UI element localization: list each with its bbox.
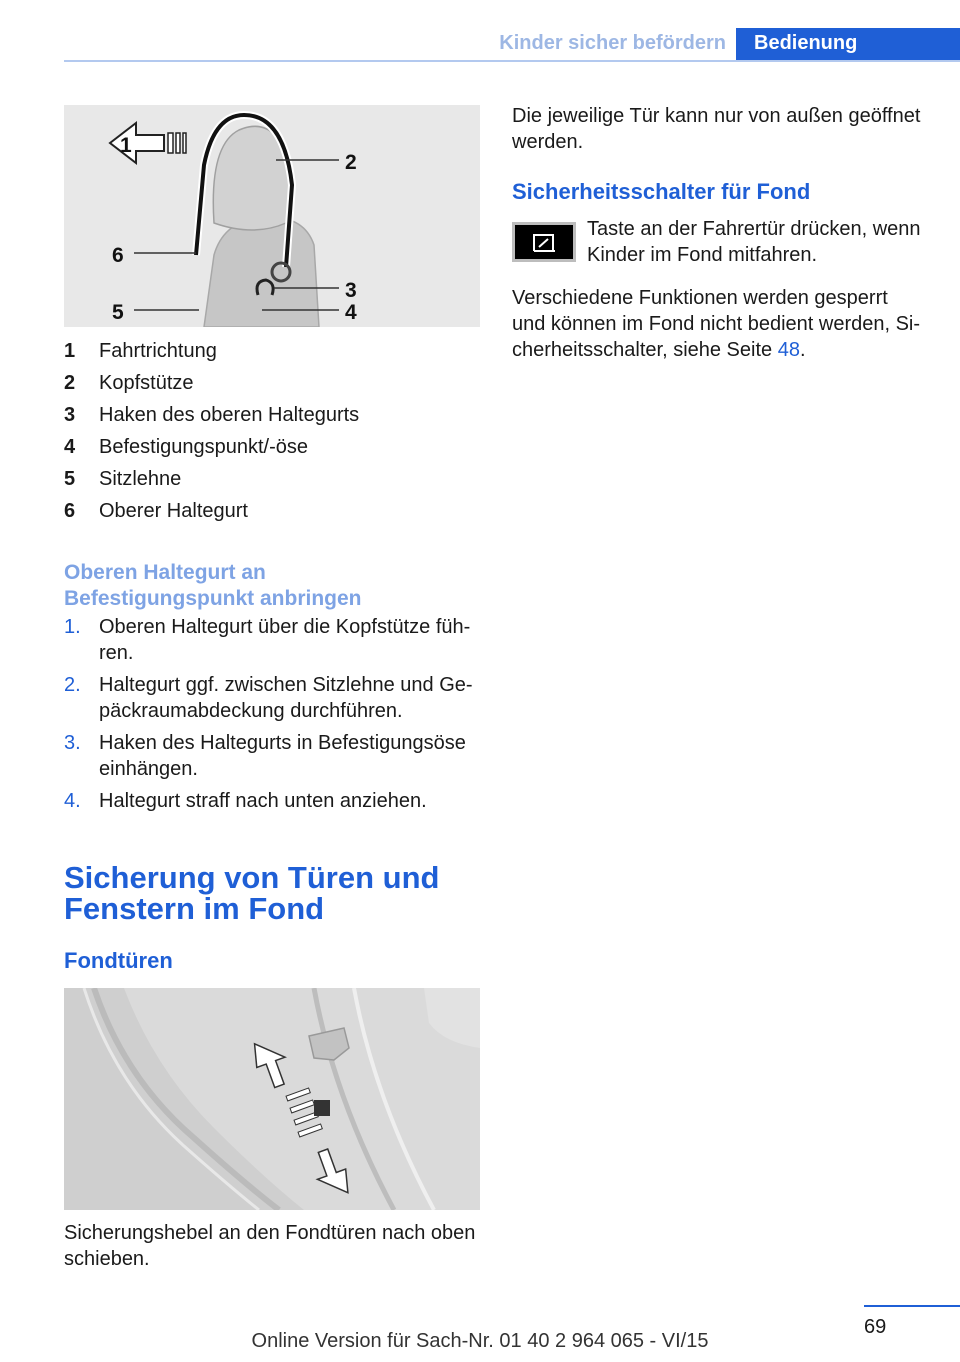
legend-number: 3 — [64, 404, 76, 426]
window-lock-button-icon — [512, 222, 576, 262]
legend-item — [64, 498, 484, 530]
step-number: 1. — [64, 616, 81, 638]
header-section-title: Kinder sicher befördern — [499, 32, 726, 54]
legend-text: Kopfstütze — [99, 372, 194, 394]
doors-heading-line2: Fenstern im Fond — [64, 891, 325, 926]
legend-text: Oberer Haltegurt — [99, 500, 248, 522]
legend-text: Befestigungspunkt/-öse — [99, 436, 309, 458]
legend-item — [64, 370, 484, 402]
door-open-text: Die jeweilige Tür kann nur von außen geöffnet werden. — [512, 105, 921, 153]
step-text: Haken des Haltegurts in Befestigungsöse einhängen. — [99, 732, 466, 780]
safety-switch-text: Taste an der Fahrertür drücken, wenn Kinder im Fond mitfahren. — [587, 218, 921, 266]
legend-number: 4 — [64, 436, 76, 458]
legend-item — [64, 338, 484, 370]
rear-doors-subheading: Fondtüren — [64, 948, 173, 973]
fig-label-2: 2 — [345, 151, 357, 174]
page-reference-link[interactable]: 48 — [777, 339, 800, 361]
step-text: Oberen Haltegurt über die Kopfstütze füh‐ren. — [99, 616, 471, 664]
fig-label-4: 4 — [345, 301, 357, 324]
header-chapter-tab: Bedienung — [736, 28, 960, 62]
step-number: 3. — [64, 732, 81, 754]
legend-item — [64, 466, 484, 498]
legend-text: Fahrtrichtung — [99, 340, 217, 362]
legend-number: 5 — [64, 468, 76, 490]
legend-number: 6 — [64, 500, 76, 522]
step-text: Haltegurt straff nach unten anziehen. — [99, 790, 427, 812]
legend-item — [64, 434, 484, 466]
footer-version-text: Online Version für Sach-Nr. 01 40 2 964 065 - VI/15 — [251, 1330, 709, 1352]
tether-heading-line2: Befestigungspunkt anbringen — [64, 587, 362, 610]
doors-heading-line1: Sicherung von Türen und — [64, 860, 440, 895]
door-lock-illustration — [64, 988, 480, 1210]
fig-label-5: 5 — [112, 301, 124, 324]
tether-steps-list — [64, 614, 484, 820]
tether-illustration — [64, 105, 480, 327]
door-lock-caption: Sicherungshebel an den Fondtüren nach oben schieben. — [64, 1222, 476, 1270]
safety-switch-heading: Sicherheitsschalter für Fond — [512, 179, 811, 204]
step-item — [64, 730, 484, 782]
legend-number: 1 — [64, 340, 76, 362]
step-item — [64, 788, 484, 814]
step-text: Haltegurt ggf. zwischen Sitzlehne und Ge‐päckraumabdeckung durchführen. — [99, 674, 473, 722]
fig-label-1: 1 — [120, 134, 132, 157]
legend-item — [64, 402, 484, 434]
fig-label-6: 6 — [112, 244, 124, 267]
step-number: 4. — [64, 790, 81, 812]
tether-heading-line1: Oberen Haltegurt an — [64, 561, 266, 584]
fig-label-3: 3 — [345, 279, 357, 302]
legend-number: 2 — [64, 372, 76, 394]
legend-text: Sitzlehne — [99, 468, 182, 490]
info-text: Verschiedene Funktionen werden gesperrt und können im Fond nicht bedient werden, Si‐cherheitsschalter, siehe Seite — [512, 287, 921, 361]
figure-legend — [64, 338, 484, 530]
safety-switch-info — [512, 285, 924, 363]
step-item — [64, 672, 484, 724]
step-item — [64, 614, 484, 666]
info-text-end: . — [799, 339, 806, 361]
page-number: 69 — [864, 1316, 887, 1338]
footer-rule — [864, 1305, 960, 1307]
legend-text: Haken des oberen Haltegurts — [99, 404, 360, 426]
header-rule — [64, 60, 960, 62]
step-number: 2. — [64, 674, 81, 696]
